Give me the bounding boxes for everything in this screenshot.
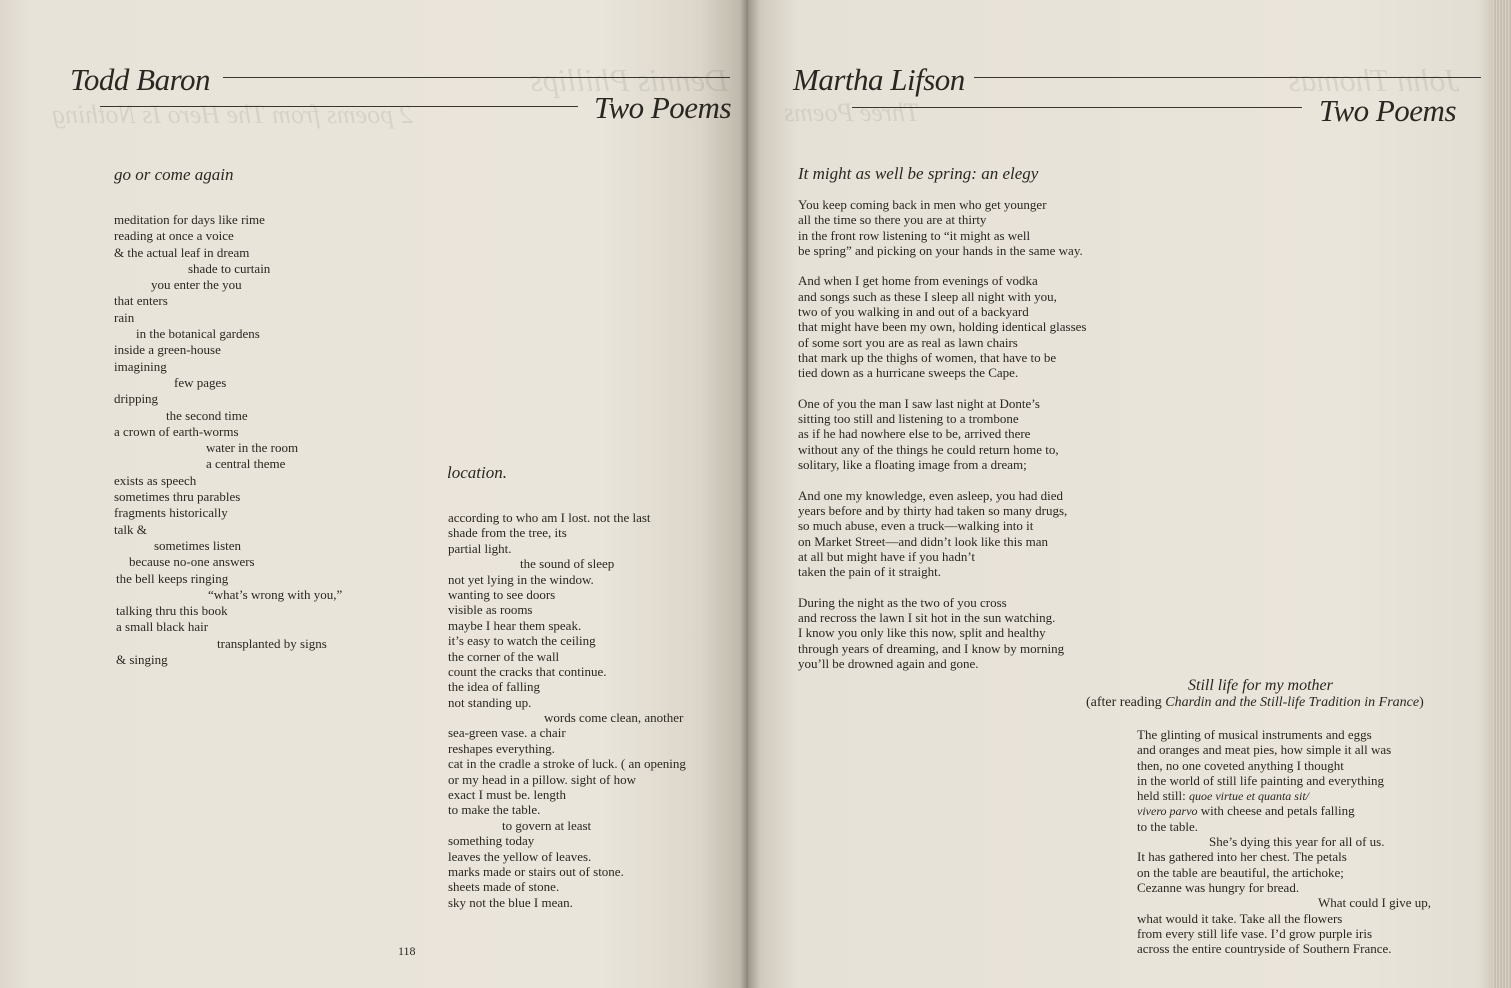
section-subtitle: Two Poems [1319, 93, 1457, 128]
poem-line: And one my knowledge, even asleep, you had died [798, 487, 1063, 503]
poem-line: sometimes listen [154, 537, 242, 553]
poem-body-go-or-come-again [114, 212, 342, 668]
poem-line: across the entire countryside of Southern France. [1137, 941, 1392, 957]
poem-line: years before and by thirty had taken so many drugs, [798, 502, 1068, 518]
poem-line: sometimes thru parables [114, 489, 241, 505]
poem-line: that mark up the thighs of women, that have to be [798, 349, 1057, 365]
poem-line: & singing [116, 652, 168, 668]
poem-epigraph [1086, 695, 1424, 711]
author-name: Todd Baron [70, 62, 210, 97]
poem-line: cat in the cradle a stroke of luck. ( an opening [448, 756, 686, 772]
poem-line: the corner of the wall [448, 648, 560, 664]
poem-line: talking thru this book [116, 603, 228, 619]
poem-line: and songs such as these I sleep all night with you, [798, 288, 1057, 304]
ghost-subtitle-right: Three Poems [784, 98, 920, 127]
poem-line: all the time so there you are at thirty [798, 212, 987, 228]
poem-line: because no-one answers [129, 554, 255, 570]
latin-text: quoe virtue et quanta sit/ [1189, 789, 1309, 804]
poem-line: taken the pain of it straight. [798, 564, 941, 580]
poem-line: maybe I hear them speak. [448, 617, 582, 633]
poem-line: and oranges and meat pies, how simple it all was [1137, 742, 1392, 758]
poem-line: in the botanical gardens [136, 326, 260, 342]
poem-line: that enters [114, 293, 168, 309]
poem-line: partial light. [448, 540, 512, 556]
poem-line: in the front row listening to “it might as well [798, 227, 1031, 243]
poem-line: water in the room [206, 440, 299, 456]
poem-line: you enter the you [151, 277, 242, 293]
poem-line: at all but might have if you hadn’t [798, 548, 976, 564]
author-name: Martha Lifson [793, 62, 965, 97]
page-number: 118 [398, 944, 416, 958]
stanza-gap [798, 472, 1086, 487]
poem-line: She’s dying this year for all of us. [1209, 834, 1385, 850]
poem-line: shade to curtain [188, 260, 271, 276]
poem-line: reshapes everything. [448, 740, 555, 756]
poem-line: It has gathered into her chest. The petals [1137, 849, 1347, 865]
poem-line: without any of the things he could return home to, [798, 441, 1059, 457]
poem-line: words come clean, another [544, 710, 684, 726]
poem-line: transplanted by signs [217, 635, 327, 651]
poem-line: meditation for days like rime [114, 212, 265, 227]
poem-line: to the table. [1137, 818, 1199, 834]
poem-line: And when I get home from evenings of vodka [798, 273, 1038, 289]
poem-line: be spring” and picking on your hands in the same way. [798, 242, 1083, 258]
poem-line: imagining [114, 358, 167, 374]
poem-line: through years of dreaming, and I know by morning [798, 640, 1065, 656]
poem-line: to govern at least [502, 817, 592, 833]
left-page [0, 0, 748, 988]
poem-line: “what’s wrong with you,” [208, 586, 343, 602]
stanza-gap [798, 579, 1086, 594]
poem-line: from every still life vase. I’d grow purple iris [1137, 925, 1373, 941]
epigraph-suffix: ) [1419, 695, 1424, 710]
poem-body-still-life [1137, 727, 1431, 956]
ghost-author-left: Dennis Phillips [530, 62, 729, 98]
poem-line: of some sort you are as real as lawn chairs [798, 334, 1018, 350]
epigraph-book-title: Chardin and the Still-life Tradition in France [1165, 695, 1420, 710]
poem-line: One of you the man I saw last night at Donte’s [798, 395, 1040, 411]
poem-line: & the actual leaf in dream [114, 244, 250, 260]
poem-line: on the table are beautiful, the artichoke; [1137, 864, 1344, 880]
poem-line: shade from the tree, its [448, 525, 567, 541]
poem-line: talk & [114, 521, 147, 537]
right-page [748, 0, 1511, 988]
poem-line: according to who am I lost. not the last [448, 510, 651, 525]
poem-line: rain [114, 309, 135, 325]
page-edge [1493, 0, 1511, 988]
poem-line: you’ll be drowned again and gone. [798, 655, 979, 671]
poem-line: not standing up. [448, 694, 532, 710]
poem-line: a central theme [206, 456, 286, 472]
poem-line: on Market Street—and didn’t look like this man [798, 533, 1048, 549]
section-subtitle: Two Poems [594, 90, 732, 125]
header-rule-bottom [852, 107, 1302, 108]
ghost-subtitle-left: 2 poems from The Hero Is Nothing [52, 100, 413, 129]
poem-line: inside a green-house [114, 342, 221, 358]
poem-line: to make the table. [448, 802, 541, 818]
poem-line: I know you only like this now, split and healthy [798, 625, 1046, 641]
ghost-author-right: John Thomas [1288, 62, 1460, 98]
poem-line [1137, 803, 1431, 818]
poem-line: what would it take. Take all the flowers [1137, 910, 1343, 926]
poem-line: The glinting of musical instruments and eggs [1137, 727, 1372, 742]
header-rule-top [974, 77, 1481, 78]
stanza-gap [798, 381, 1086, 396]
poem-line: few pages [174, 374, 227, 390]
poem-line: a small black hair [116, 619, 209, 635]
poem-line: so much abuse, even a truck—walking into it [798, 518, 1034, 534]
poem-line: as if he had nowhere else to be, arrived there [798, 426, 1031, 442]
poem-line: During the night as the two of you cross [798, 594, 1007, 610]
poem-title: It might as well be spring: an elegy [798, 164, 1039, 183]
poem-line: the idea of falling [448, 679, 541, 695]
poem-line: the bell keeps ringing [116, 570, 229, 586]
poem-line: it’s easy to watch the ceiling [448, 633, 596, 649]
poem-line: You keep coming back in men who get younger [798, 197, 1047, 212]
poem-line: a crown of earth-worms [114, 423, 239, 439]
poem-title: go or come again [114, 165, 234, 184]
poem-line: the second time [166, 407, 248, 423]
poem-line: not yet lying in the window. [448, 571, 594, 587]
poem-line: solitary, like a floating image from a dream; [798, 457, 1027, 473]
poem-line: dripping [114, 391, 159, 407]
stanza-gap [798, 258, 1086, 273]
poem-line: leaves the yellow of leaves. [448, 848, 592, 864]
poem-line: count the cracks that continue. [448, 663, 607, 679]
poem-body-spring-elegy [798, 197, 1086, 671]
poem-line: then, no one coveted anything I thought [1137, 757, 1344, 773]
poem-line: visible as rooms [448, 602, 533, 618]
header-rule-top [223, 77, 730, 78]
poem-line: sitting too still and listening to a trombone [798, 411, 1019, 427]
poem-line: in the world of still life painting and everything [1137, 772, 1384, 788]
poem-line: sea-green vase. a chair [448, 725, 566, 741]
poem-line: reading at once a voice [114, 228, 234, 244]
poem-title: Still life for my mother [1188, 677, 1333, 694]
poem-line: sky not the blue I mean. [448, 894, 573, 910]
poem-line: wanting to see doors [448, 586, 556, 602]
poem-body-location [448, 510, 686, 910]
poem-line: that might have been my own, holding identical glasses [798, 319, 1087, 335]
poem-line: the sound of sleep [520, 556, 615, 572]
latin-suffix: with cheese and petals falling [1197, 803, 1355, 819]
poem-line: Cezanne was hungry for bread. [1137, 879, 1300, 895]
poem-line: something today [448, 833, 535, 849]
epigraph-prefix: (after reading [1086, 695, 1166, 710]
poem-line: sheets made of stone. [448, 879, 560, 895]
poem-title: location. [447, 463, 507, 482]
header-rule-bottom [100, 106, 578, 107]
poem-line: marks made or stairs out of stone. [448, 863, 624, 879]
latin-text: vivero parvo [1137, 804, 1198, 819]
poem-line: tied down as a hurricane sweeps the Cape. [798, 365, 1019, 381]
poem-line: or my head in a pillow. sight of how [448, 771, 636, 787]
poem-line: What could I give up, [1318, 895, 1431, 911]
poem-line: exists as speech [114, 472, 197, 488]
held-still-text: held still: [1137, 788, 1189, 804]
poem-line: two of you walking in and out of a backyard [798, 304, 1029, 320]
poem-line: and recross the lawn I sit hot in the sun watching. [798, 610, 1056, 626]
poem-line: exact I must be. length [448, 787, 567, 803]
poem-line: fragments historically [114, 505, 228, 521]
poem-line [1137, 788, 1431, 803]
